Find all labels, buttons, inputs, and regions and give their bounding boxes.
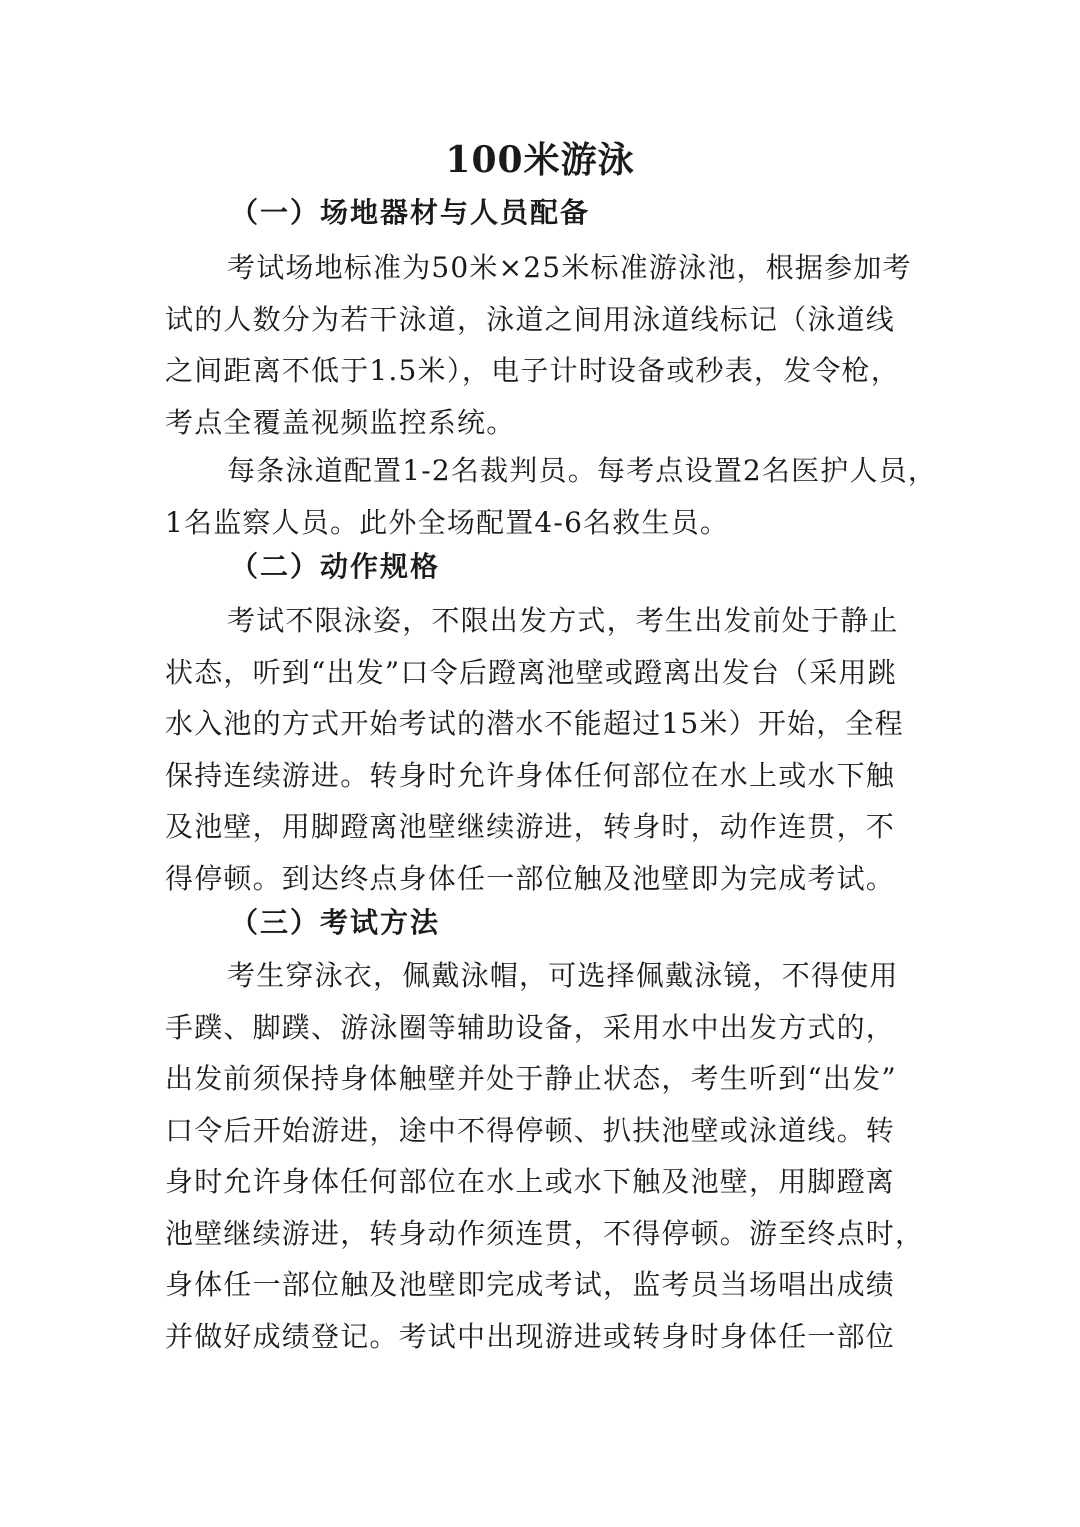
paragraph-line: 手蹼、脚蹼、游泳圈等辅助设备，采用水中出发方式的， (165, 1010, 896, 1044)
page-title: 100米游泳 (445, 139, 635, 181)
paragraph-line: 口令后开始游进，途中不得停顿、扒扶池壁或泳道线。转 (165, 1113, 896, 1147)
paragraph-line: 得停顿。到达终点身体任一部位触及池壁即为完成考试。 (165, 861, 896, 895)
paragraph-line: 身体任一部位触及池壁即完成考试，监考员当场唱出成绩 (165, 1268, 896, 1301)
paragraph-line: 考试场地标准为50米×25米标准游泳池，根据参加考 (227, 251, 912, 284)
paragraph-line: 身时允许身体任何部位在水上或水下触及池壁，用脚蹬离 (165, 1165, 896, 1198)
section-heading-movement: （二）动作规格 (230, 550, 441, 583)
paragraph-line: 之间距离不低于1.5米），电子计时设备或秒表，发令枪， (165, 354, 900, 387)
section-heading-venue: （一）场地器材与人员配备 (230, 196, 591, 229)
paragraph-line: 水入池的方式开始考试的潜水不能超过15米）开始，全程 (165, 707, 904, 740)
paragraph-venue-standard (165, 242, 917, 448)
paragraph-movement-spec (165, 595, 917, 904)
section-heading-method: （三）考试方法 (230, 906, 441, 939)
paragraph-line: 池壁继续游进，转身动作须连贯，不得停顿。游至终点时， (165, 1216, 925, 1250)
paragraph-line: 考点全覆盖视频监控系统。 (165, 405, 516, 439)
paragraph-line: 出发前须保持身体触壁并处于静止状态，考生听到“出发” (165, 1062, 897, 1095)
paragraph-line: 保持连续游进。转身时允许身体任何部位在水上或水下触 (165, 758, 896, 792)
paragraph-line: 考试不限泳姿，不限出发方式，考生出发前处于静止 (227, 604, 899, 637)
paragraph-line: 1名监察人员。此外全场配置4-6名救生员。 (165, 505, 730, 539)
paragraph-exam-method (165, 950, 925, 1362)
paragraph-staffing (165, 445, 938, 548)
paragraph-line: 每条泳道配置1-2名裁判员。每考点设置2名医护人员， (227, 454, 938, 487)
paragraph-line: 及池壁，用脚蹬离池壁继续游进，转身时，动作连贯，不 (165, 810, 896, 843)
paragraph-line: 试的人数分为若干泳道，泳道之间用泳道线标记（泳道线 (165, 302, 896, 336)
paragraph-line: 并做好成绩登记。考试中出现游进或转身时身体任一部位 (165, 1319, 896, 1353)
paragraph-line: 考生穿泳衣，佩戴泳帽，可选择佩戴泳镜，不得使用 (227, 959, 899, 992)
paragraph-line: 状态，听到“出发”口令后蹬离池壁或蹬离出发台（采用跳 (165, 655, 897, 689)
